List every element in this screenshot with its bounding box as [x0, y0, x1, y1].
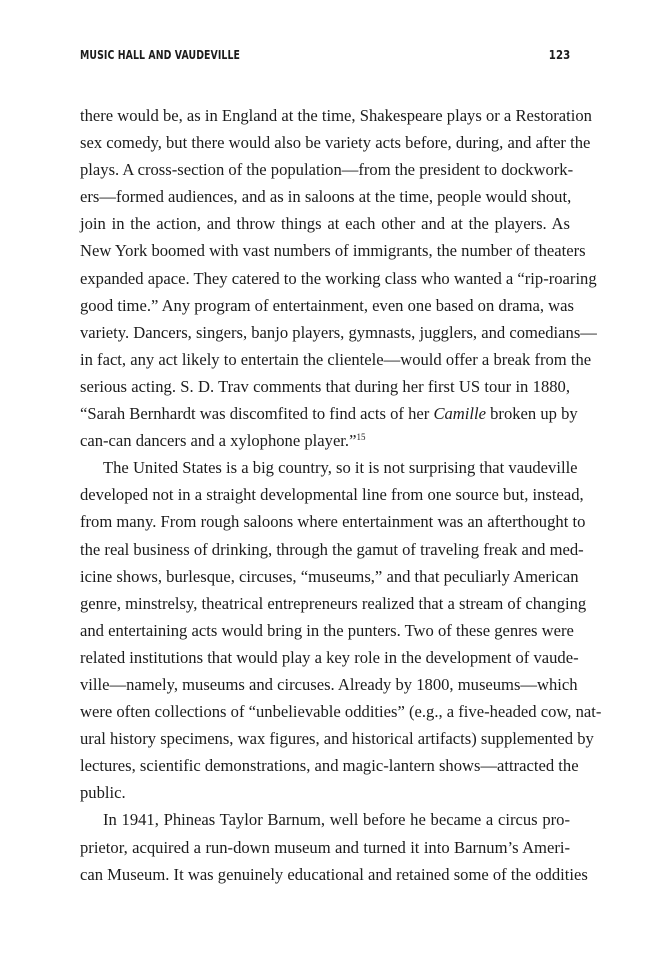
text-line: genre, minstrelsy, theatrical entrepreneurs realized that a stream of changing: [80, 593, 587, 613]
text-line: in fact, any act likely to entertain the clientele—would offer a break from the: [80, 349, 592, 369]
text-line: and entertaining acts would bring in the punters. Two of these genres were: [80, 620, 574, 640]
text-line: ville—namely, museums and circuses. Already by 1800, museums—which: [80, 674, 578, 694]
text-line: prietor, acquired a run-down museum and turned it into Barnum’s Ameri-: [80, 837, 570, 857]
text-line: [80, 400, 578, 427]
page-number: 123: [548, 48, 570, 62]
text-line: serious acting. S. D. Trav comments that during her first US tour in 1880,: [80, 376, 570, 396]
text-segment: “Sarah Bernhardt was discomfited to find acts of her: [80, 404, 434, 424]
text-line: lectures, scientific demonstrations, and magic-lantern shows—attracted the: [80, 756, 579, 776]
text-line: there would be, as in England at the time, Shakespeare plays or a Restoration: [80, 106, 592, 125]
text-line: sex comedy, but there would also be variety acts before, during, and after the: [80, 133, 591, 153]
text-line: were often collections of “unbelievable oddities” (e.g., a five-headed cow, nat-: [80, 702, 602, 722]
running-head-title: MUSIC HALL AND VAUDEVILLE: [80, 48, 240, 62]
text-line: plays. A cross-section of the population—from the president to dockwork-: [80, 160, 574, 180]
footnote-reference: 15: [356, 432, 366, 443]
text-segment: broken up by: [485, 404, 578, 424]
text-line: can Museum. It was genuinely educational and retained some of the oddities: [80, 864, 588, 884]
text-line: expanded apace. They catered to the working class who wanted a “rip-roaring: [80, 268, 597, 288]
text-line: ural history specimens, wax figures, and historical artifacts) supplemented by: [80, 729, 594, 749]
paragraph-2: [80, 454, 602, 806]
text-line: [80, 427, 570, 454]
text-line: the real business of drinking, through the gamut of traveling freak and med-: [80, 539, 584, 559]
text-line: join in the action, and throw things at each other and at the players. As: [80, 214, 570, 234]
italic-title: Camille: [433, 404, 486, 424]
text-line: variety. Dancers, singers, banjo players, gymnasts, jugglers, and comedians—: [80, 322, 597, 342]
text-segment: can-can dancers and a xylophone player.”: [80, 431, 357, 451]
paragraph-1: [80, 102, 597, 454]
text-line: The United States is a big country, so it is not surprising that vaudeville: [103, 458, 578, 478]
text-line: public.: [80, 783, 126, 803]
text-line: icine shows, burlesque, circuses, “museums,” and that peculiarly American: [80, 566, 579, 586]
text-line: ers—formed audiences, and as in saloons at the time, people would shout,: [80, 187, 572, 207]
text-line: developed not in a straight developmental line from one source but, instead,: [80, 485, 584, 505]
body-text: [80, 102, 602, 888]
paragraph-3: [80, 806, 588, 887]
text-line: good time.” Any program of entertainment, even one based on drama, was: [80, 295, 574, 315]
running-head: [80, 48, 570, 66]
text-line: from many. From rough saloons where entertainment was an afterthought to: [80, 512, 586, 532]
text-line: New York boomed with vast numbers of immigrants, the number of theaters: [80, 241, 586, 261]
text-line: In 1941, Phineas Taylor Barnum, well before he became a circus pro-: [103, 810, 570, 830]
text-line: related institutions that would play a key role in the development of vaude-: [80, 647, 579, 667]
